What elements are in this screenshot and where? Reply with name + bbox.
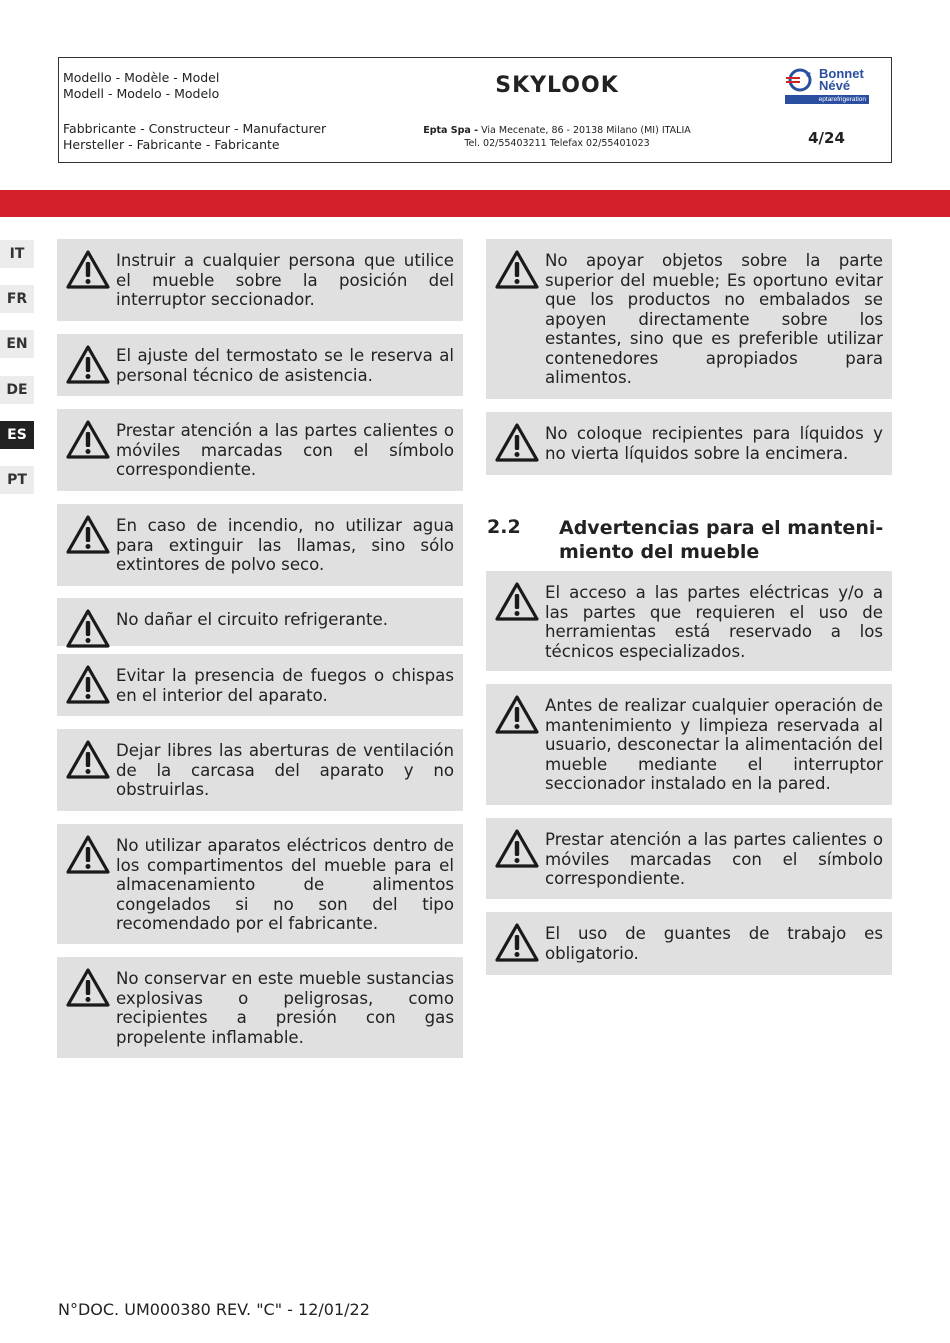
logo-text-neve: Névé <box>819 78 851 93</box>
warning-triangle-icon <box>66 835 110 875</box>
warning-box <box>57 409 463 491</box>
warning-triangle-icon <box>495 250 539 290</box>
red-divider-band <box>0 190 950 217</box>
warning-triangle-icon <box>495 695 539 735</box>
manufacturer-label-line1: Fabbricante - Constructeur - Manufacturer <box>63 121 327 136</box>
warning-triangle-icon <box>66 420 110 460</box>
warning-box <box>57 504 463 586</box>
warning-box <box>486 684 892 805</box>
section-number: 2.2 <box>487 516 521 538</box>
model-title: SKYLOOK <box>495 72 619 98</box>
warning-text: Instruir a cualquier persona que utilice el mueble sobre la posición del interruptor seccionador. <box>116 251 454 309</box>
document-header <box>58 57 892 163</box>
language-tab-pt[interactable]: PT <box>0 466 34 494</box>
language-tab-en[interactable]: EN <box>0 330 34 358</box>
warning-triangle-icon <box>66 609 110 649</box>
warning-box <box>57 239 463 321</box>
language-tab-es[interactable]: ES <box>0 421 34 449</box>
warning-text: El uso de guantes de trabajo es obligatorio. <box>545 924 883 963</box>
warning-box <box>57 824 463 944</box>
warning-box <box>57 598 463 646</box>
model-label <box>59 58 353 112</box>
warning-text: No conservar en este mueble sustancias explosivas o peligrosas, como recipientes a presión con gas propelente inflamable. <box>116 969 454 1047</box>
warning-box <box>486 818 892 899</box>
warning-text: Dejar libres las aberturas de ventilación de la carcasa del aparato y no obstruirlas. <box>116 741 454 799</box>
manufacturer-label <box>59 112 353 163</box>
warning-text: Evitar la presencia de fuegos o chispas en el interior del aparato. <box>116 666 454 705</box>
company-address: Via Mecenate, 86 - 20138 Milano (MI) ITALIA <box>481 125 691 136</box>
warning-text: En caso de incendio, no utilizar agua para extinguir las llamas, sino sólo extintores de polvo seco. <box>116 516 454 574</box>
logo-euro-icon <box>785 67 815 95</box>
logo-text-bonnet: Bonnet <box>819 66 864 81</box>
warning-triangle-icon <box>66 740 110 780</box>
warning-box <box>57 654 463 716</box>
warning-text: Prestar atención a las partes calientes o móviles marcadas con el símbolo correspondiente. <box>116 421 454 479</box>
warning-box <box>57 957 463 1058</box>
warning-triangle-icon <box>66 345 110 385</box>
warning-triangle-icon <box>495 923 539 963</box>
warning-box <box>57 334 463 396</box>
warning-text: Prestar atención a las partes calientes o móviles marcadas con el símbolo correspondiente. <box>545 830 883 888</box>
warning-text: No apoyar objetos sobre la parte superior del mueble; Es oportuno evitar que los productos no embalados se apoyen directamente sobre los estantes, sino que es preferible utilizar contenedores apropiados para alimentos. <box>545 251 883 387</box>
warning-triangle-icon <box>495 829 539 869</box>
warning-box <box>486 239 892 399</box>
model-label-line1: Modello - Modèle - Model <box>63 70 220 85</box>
manufacturer-address <box>353 112 761 163</box>
warning-text: Antes de realizar cualquier operación de mantenimiento y limpieza reservada al usuario, desconectar la alimentación del mueble mediante el interruptor seccionador instalado en la pared. <box>545 696 883 793</box>
warning-text: No utilizar aparatos eléctricos dentro de los compartimentos del mueble para el almacenamiento de alimentos congelados si no son del tipo recomendado por el fabricante. <box>116 836 454 933</box>
warning-text: No coloque recipientes para líquidos y no vierta líquidos sobre la encimera. <box>545 424 883 463</box>
warning-text: No dañar el circuito refrigerante. <box>116 610 388 629</box>
document-number-footer: N°DOC. UM000380 REV. "C" - 12/01/22 <box>58 1300 370 1319</box>
company-name: Epta Spa - <box>423 125 479 136</box>
warning-triangle-icon <box>66 968 110 1008</box>
warning-triangle-icon <box>66 665 110 705</box>
warning-box <box>486 571 892 671</box>
company-logo <box>761 58 892 112</box>
page-number: 4/24 <box>808 128 845 147</box>
language-tab-de[interactable]: DE <box>0 376 34 404</box>
warning-text: El acceso a las partes eléctricas y/o a las partes que requieren el uso de herramientas está reservado a los técnicos especializados. <box>545 583 883 661</box>
warning-triangle-icon <box>495 423 539 463</box>
warning-text: El ajuste del termostato se le reserva al personal técnico de asistencia. <box>116 346 454 385</box>
warning-triangle-icon <box>66 250 110 290</box>
warning-triangle-icon <box>495 582 539 622</box>
logo-subtitle: eptarefrigeration <box>785 95 869 104</box>
language-tab-fr[interactable]: FR <box>0 285 34 313</box>
manufacturer-label-line2: Hersteller - Fabricante - Fabricante <box>63 137 280 152</box>
warning-triangle-icon <box>66 515 110 555</box>
language-tab-it[interactable]: IT <box>0 240 34 268</box>
warning-box <box>57 729 463 811</box>
model-label-line2: Modell - Modelo - Modelo <box>63 86 220 101</box>
company-phone: Tel. 02/55403211 Telefax 02/55401023 <box>464 138 650 149</box>
warning-box <box>486 912 892 975</box>
section-title: Advertencias para el manteni-miento del mueble <box>559 517 884 563</box>
warning-box <box>486 412 892 475</box>
